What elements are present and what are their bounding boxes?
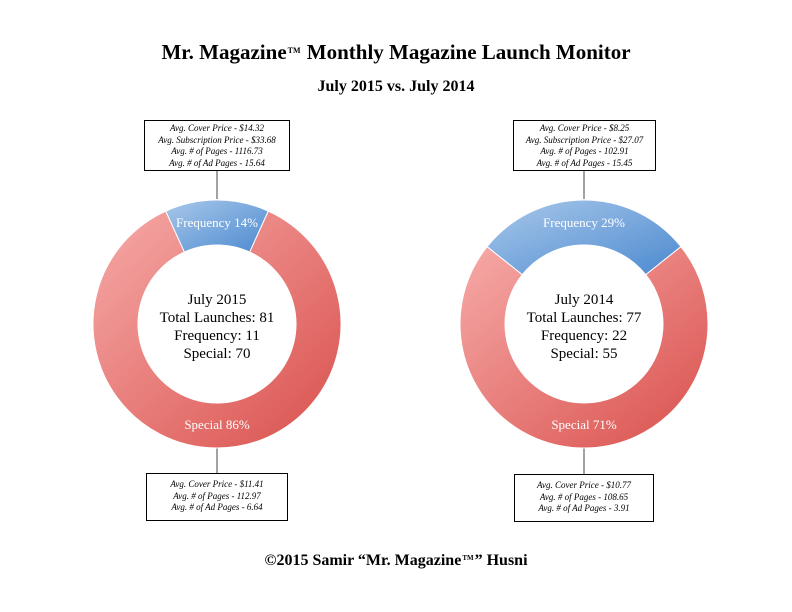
stat-line: Avg. Subscription Price - $33.68 — [158, 134, 276, 145]
center-line: Special: 55 — [550, 346, 618, 362]
frequency-slice-label: Frequency 29% — [543, 215, 625, 230]
right-center-text — [504, 291, 664, 363]
page-title: Mr. Magazine™ Monthly Magazine Launch Monitor — [161, 40, 631, 64]
stat-line: Avg. # of Pages - 112.97 — [173, 490, 261, 501]
stat-line: Avg. Cover Price - $14.32 — [170, 123, 264, 133]
center-line: Frequency: 22 — [540, 328, 628, 344]
right-top-stats-box — [513, 120, 656, 171]
frequency-slice-label: Frequency 14% — [176, 215, 258, 230]
stat-line: Avg. # of Ad Pages - 6.64 — [171, 502, 263, 512]
center-line: July 2014 — [554, 292, 614, 308]
page-subtitle: July 2015 vs. July 2014 — [317, 78, 475, 95]
copyright-footer: ©2015 Samir “Mr. Magazine™” Husni — [264, 552, 528, 569]
frequency-slice — [487, 200, 681, 275]
stat-line: Avg. # of Ad Pages - 3.91 — [538, 503, 630, 513]
special-slice-label: Special 86% — [184, 417, 250, 432]
center-line: Total Launches: 77 — [526, 310, 642, 326]
left-top-stats-box — [144, 120, 290, 171]
stat-line: Avg. Cover Price - $10.77 — [537, 480, 631, 490]
center-line: July 2015 — [187, 292, 247, 308]
center-line: Total Launches: 81 — [159, 310, 275, 326]
stat-line: Avg. # of Pages - 102.91 — [540, 146, 629, 156]
center-line: Frequency: 11 — [174, 328, 260, 344]
right-bottom-stats-box — [514, 474, 654, 522]
left-center-text — [137, 291, 297, 363]
center-line: Special: 70 — [183, 346, 251, 362]
left-bottom-stats-box — [146, 473, 288, 521]
special-slice-label: Special 71% — [551, 417, 617, 432]
stat-line: Avg. Cover Price - $8.25 — [539, 123, 630, 133]
stat-line: Avg. Subscription Price - $27.07 — [525, 134, 644, 145]
stat-line: Avg. Cover Price - $11.41 — [170, 479, 264, 489]
stat-line: Avg. # of Pages - 1116.73 — [171, 146, 263, 156]
stat-line: Avg. # of Ad Pages - 15.64 — [169, 157, 265, 168]
stat-line: Avg. # of Pages - 108.65 — [539, 491, 629, 502]
stat-line: Avg. # of Ad Pages - 15.45 — [536, 157, 633, 168]
